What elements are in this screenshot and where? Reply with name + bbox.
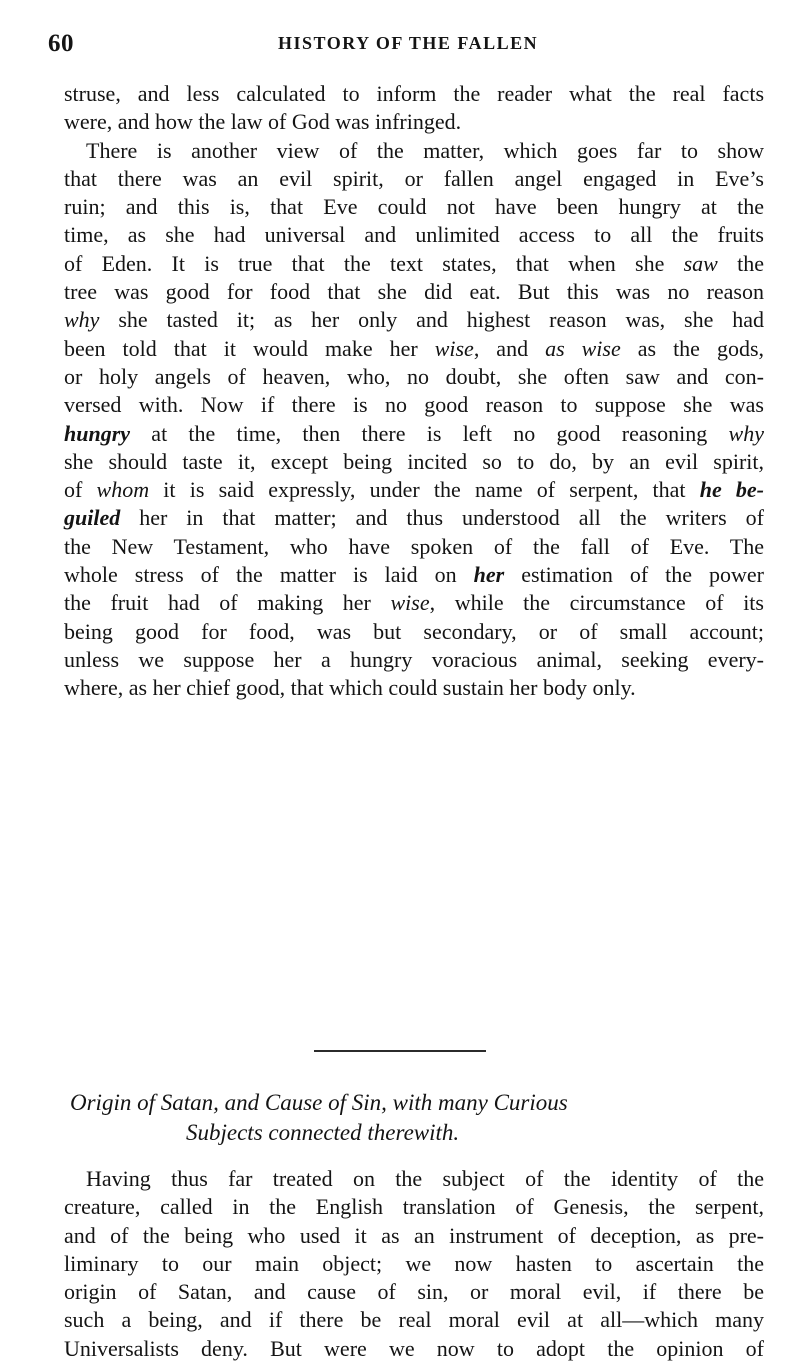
running-title: HISTORY OF THE FALLEN <box>278 33 539 53</box>
emphasis-text: why <box>64 307 100 333</box>
text-run: she tasted it; as her only and highest reason was, she had <box>99 307 764 333</box>
text-line <box>64 335 764 363</box>
text-line: liminary to our main object; we now hasten to ascertain the <box>64 1250 764 1276</box>
emphasis-text: her <box>473 562 505 588</box>
text-line: creature, called in the English translation of Genesis, the serpent, <box>64 1194 764 1220</box>
section-heading <box>64 1088 764 1148</box>
paragraph-2 <box>64 1165 764 1363</box>
paragraph-1 <box>64 80 764 703</box>
emphasis-text: he be- <box>699 477 765 503</box>
text-line <box>64 306 764 334</box>
text-run: of Eden. It is true that the text states, that when she <box>64 250 684 276</box>
emphasis-text: why <box>728 420 764 446</box>
text-line: Universalists deny. But were we now to adopt the opinion of <box>64 1335 764 1361</box>
heading-word: Cause <box>264 1090 323 1115</box>
text-line: that there was an evil spirit, or fallen angel engaged in Eve’s <box>64 165 764 191</box>
heading-word: Sin <box>351 1090 382 1115</box>
text-run: the <box>717 250 764 276</box>
heading-word: Satan <box>160 1090 214 1115</box>
emphasis-text: guiled <box>64 505 121 531</box>
section-heading-line <box>64 1088 764 1118</box>
text-line: versed with. Now if there is no good reason to suppose she was <box>64 392 764 418</box>
text-line: unless we suppose her a hungry voracious animal, seeking every- <box>64 646 764 672</box>
text-run: as the gods, <box>620 335 765 361</box>
text-run: at the time, then there is left no good reasoning <box>130 420 729 446</box>
text-line: such a being, and if there be real moral evil at all—which many <box>64 1307 764 1333</box>
heading-word: , and <box>213 1090 265 1115</box>
text-line <box>64 589 764 617</box>
text-run: it is said expressly, under the name of serpent, that <box>149 477 700 503</box>
text-line <box>64 250 764 278</box>
text-line: tree was good for food that she did eat. But this was no reason <box>64 279 764 305</box>
heading-word: of <box>322 1090 352 1115</box>
text-line: and of the being who used it as an instrument of deception, as pre- <box>64 1222 764 1248</box>
emphasis-text: whom <box>96 477 150 503</box>
emphasis-text: saw <box>683 250 718 276</box>
text-run: been told that it would make her <box>64 335 435 361</box>
text-run: , and <box>473 335 546 361</box>
text-run: whole stress of the matter is laid on <box>64 562 474 588</box>
section-heading-line: Subjects connected therewith. <box>186 1120 460 1145</box>
text-line: ruin; and this is, that Eve could not have been hungry at the <box>64 194 764 220</box>
text-line: time, as she had universal and unlimited access to all the fruits <box>64 222 764 248</box>
text-line: Having thus far treated on the subject of the identity of the <box>86 1166 764 1191</box>
heading-word: Origin <box>70 1090 132 1115</box>
text-line: or holy angels of heaven, who, no doubt, she often saw and con- <box>64 363 764 389</box>
emphasis-text: wise <box>390 590 430 616</box>
text-line: being good for food, was but secondary, or of small account; <box>64 618 764 644</box>
text-line <box>64 504 764 532</box>
emphasis-text: wise <box>434 335 474 361</box>
page-header <box>48 30 748 58</box>
emphasis-text: as wise <box>545 335 621 361</box>
heading-word: of <box>131 1090 161 1115</box>
text-line: the New Testament, who have spoken of the fall of Eve. The <box>64 533 764 559</box>
text-line: were, and how the law of God was infringed. <box>64 109 462 135</box>
text-line: struse, and less calculated to inform the reader what the real facts <box>64 81 764 106</box>
text-line <box>64 476 764 504</box>
text-run: , while the circumstance of its <box>429 590 764 616</box>
page-number: 60 <box>48 30 74 57</box>
text-line: origin of Satan, and cause of sin, or moral evil, if there be <box>64 1279 764 1305</box>
text-line: she should taste it, except being incited so to do, by an evil spirit, <box>64 448 764 474</box>
text-run: her in that matter; and thus understood all the writers of <box>120 505 764 531</box>
emphasis-text: hungry <box>64 420 131 446</box>
section-divider <box>314 1050 486 1052</box>
heading-word: , with many Curious <box>381 1090 568 1115</box>
text-line: where, as her chief good, that which could sustain her body only. <box>64 675 636 701</box>
text-run: the fruit had of making her <box>64 590 391 616</box>
text-line <box>64 420 764 448</box>
text-line <box>64 561 764 589</box>
text-run: of <box>64 477 97 503</box>
text-line: There is another view of the matter, which goes far to show <box>86 137 764 163</box>
text-run: estimation of the power <box>504 562 764 588</box>
